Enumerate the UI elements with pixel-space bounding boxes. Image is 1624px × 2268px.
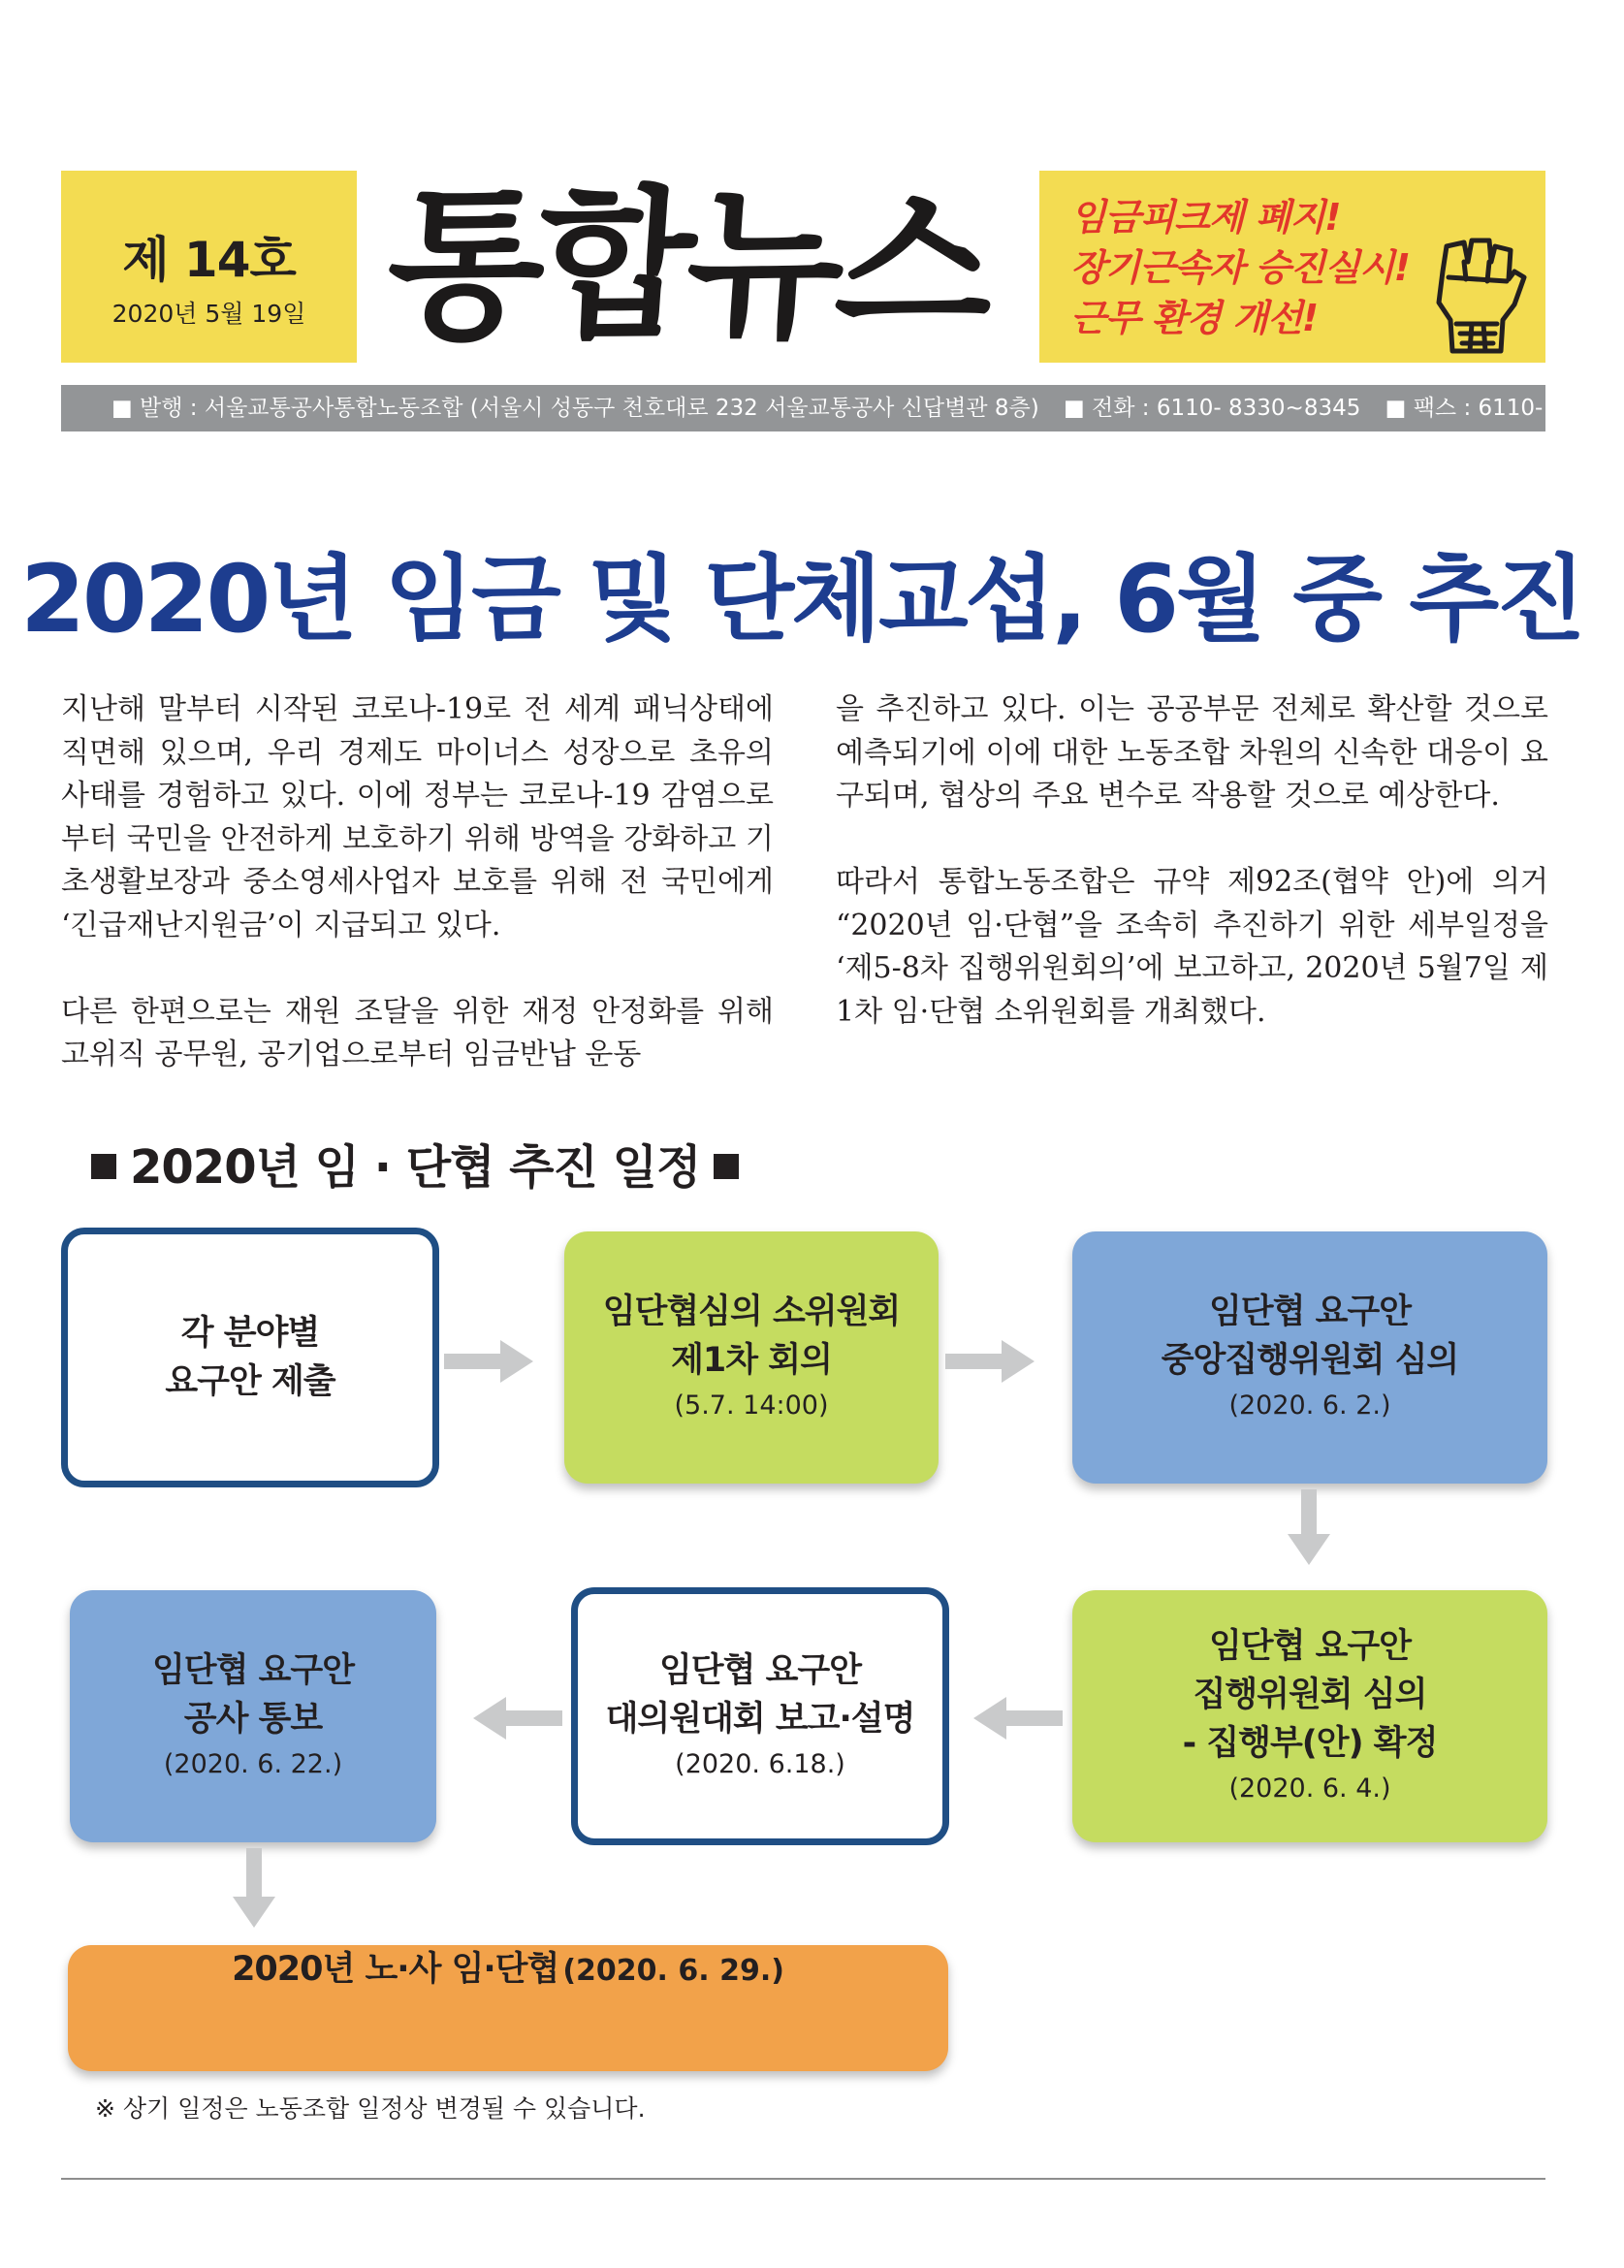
step-line: 각 분야별 xyxy=(180,1314,320,1353)
step-date: (2020. 6. 2.) xyxy=(1228,1390,1391,1421)
step-final-agreement xyxy=(68,1945,948,2071)
article-paragraph: 을 추진하고 있다. 이는 공공부문 전체로 확산할 것으로 예측되기에 이에 대한 노동조합 차원의 신속한 대응이 요구되며, 협상의 주요 변수로 작용할 것으로 예상한다. xyxy=(836,692,1548,813)
step-line: 대의원대회 보고·설명 xyxy=(605,1700,915,1739)
step-line: 2020년 노·사 임·단협 xyxy=(232,1950,559,1989)
issue-date: 2020년 5월 19일 xyxy=(111,300,306,328)
schedule-title-text: 2020년 임 · 단협 추진 일정 xyxy=(130,1140,701,1195)
step-line: 임단협 요구안 xyxy=(658,1651,862,1690)
article-paragraph: 따라서 통합노동조합은 규약 제92조(협약 안)에 의거 “2020년 임·단협”을 조속히 추진하기 위한 세부일정을 ‘제5-8차 집행위원회의’에 보고하고, 2020년 5월7일 제1차 임·단협 소위원회를 개최했다. xyxy=(836,865,1548,1029)
step-line: 집행위원회 심의 xyxy=(1193,1676,1427,1714)
arrow-right-icon xyxy=(444,1338,537,1385)
masthead-title: 통합뉴스 xyxy=(381,169,994,361)
slogan-1: 임금피크제 폐지! xyxy=(1070,196,1341,239)
step-line: - 집행부(안) 확정 xyxy=(1182,1724,1438,1763)
step-central-committee-review xyxy=(1072,1231,1547,1484)
step-line: 임단협 요구안 xyxy=(151,1651,355,1690)
arrow-left-icon xyxy=(970,1695,1063,1741)
slogan-3: 근무 환경 개선! xyxy=(1070,297,1319,339)
arrow-down-icon xyxy=(1286,1489,1332,1567)
step-line: 중앙집행위원회 심의 xyxy=(1161,1341,1459,1380)
arrow-right-icon xyxy=(945,1338,1038,1385)
step-date: (5.7. 14:00) xyxy=(674,1390,829,1421)
step-line: 제1차 회의 xyxy=(671,1341,832,1380)
step-executive-committee-review xyxy=(1072,1590,1547,1842)
publisher-info: ■ 발행 : 서울교통공사통합노동조합 (서울시 성동구 천호대로 232 서울교통공사 신답별관 8층) xyxy=(111,396,1039,421)
schedule-title xyxy=(78,1130,752,1197)
step-line: 임단협 요구안 xyxy=(1208,1627,1412,1666)
step-date: (2020. 6. 4.) xyxy=(1228,1773,1391,1804)
bottom-divider xyxy=(61,2178,1545,2180)
step-subcommittee-meeting xyxy=(564,1231,939,1484)
arrow-left-icon xyxy=(469,1695,562,1741)
step-date: (2020. 6.18.) xyxy=(675,1749,845,1779)
phone-info: ■ 전화 : 6110- 8330~8345 xyxy=(1064,396,1361,421)
step-submit-requests xyxy=(61,1228,439,1487)
step-line: 요구안 제출 xyxy=(165,1362,335,1401)
article-right-column xyxy=(836,688,1548,1077)
fax-info: ■ 팩스 : 6110- 8339 xyxy=(1385,396,1608,421)
article-paragraph: 지난해 말부터 시작된 코로나-19로 전 세계 패닉상태에 직면해 있으며, 우리 경제도 마이너스 성장으로 초유의 사태를 경험하고 있다. 이에 정부는 코로나-19 감염으로부터 국민을 안전하게 보호하기 위해 방역을 강화하고 기초생활보장과 중소영세사업자 보호를 위해 전 국민에게 ‘긴급재난지원금’이 지급되고 있다. xyxy=(61,692,774,942)
square-bullet-icon xyxy=(91,1154,116,1179)
slogan-box xyxy=(1039,171,1545,363)
article-left-column xyxy=(61,688,774,1120)
step-delegates-report xyxy=(571,1587,949,1845)
step-company-notice xyxy=(70,1590,436,1842)
step-date: (2020. 6. 22.) xyxy=(163,1749,343,1779)
article-headline: 2020년 임금 및 단체교섭, 6월 중 추진 xyxy=(20,545,1583,654)
step-date: (2020. 6. 29.) xyxy=(562,1954,784,1988)
square-bullet-icon xyxy=(714,1154,739,1179)
article-paragraph: 다른 한편으로는 재원 조달을 위한 재정 안정화를 위해 고위직 공무원, 공기업으로부터 임금반납 운동 xyxy=(61,994,774,1071)
issue-box xyxy=(61,171,357,363)
schedule-note: ※ 상기 일정은 노동조합 일정상 변경될 수 있습니다. xyxy=(95,2094,646,2123)
arrow-down-icon xyxy=(231,1848,277,1930)
step-line: 임단협심의 소위원회 xyxy=(602,1293,901,1331)
step-line: 공사 통보 xyxy=(183,1700,323,1739)
slogan-2: 장기근속자 승진실시! xyxy=(1070,246,1410,289)
issue-number: 제 14호 xyxy=(122,232,296,288)
raised-fist-icon xyxy=(1414,233,1528,355)
publisher-bar xyxy=(61,385,1608,431)
step-line: 임단협 요구안 xyxy=(1208,1293,1412,1331)
